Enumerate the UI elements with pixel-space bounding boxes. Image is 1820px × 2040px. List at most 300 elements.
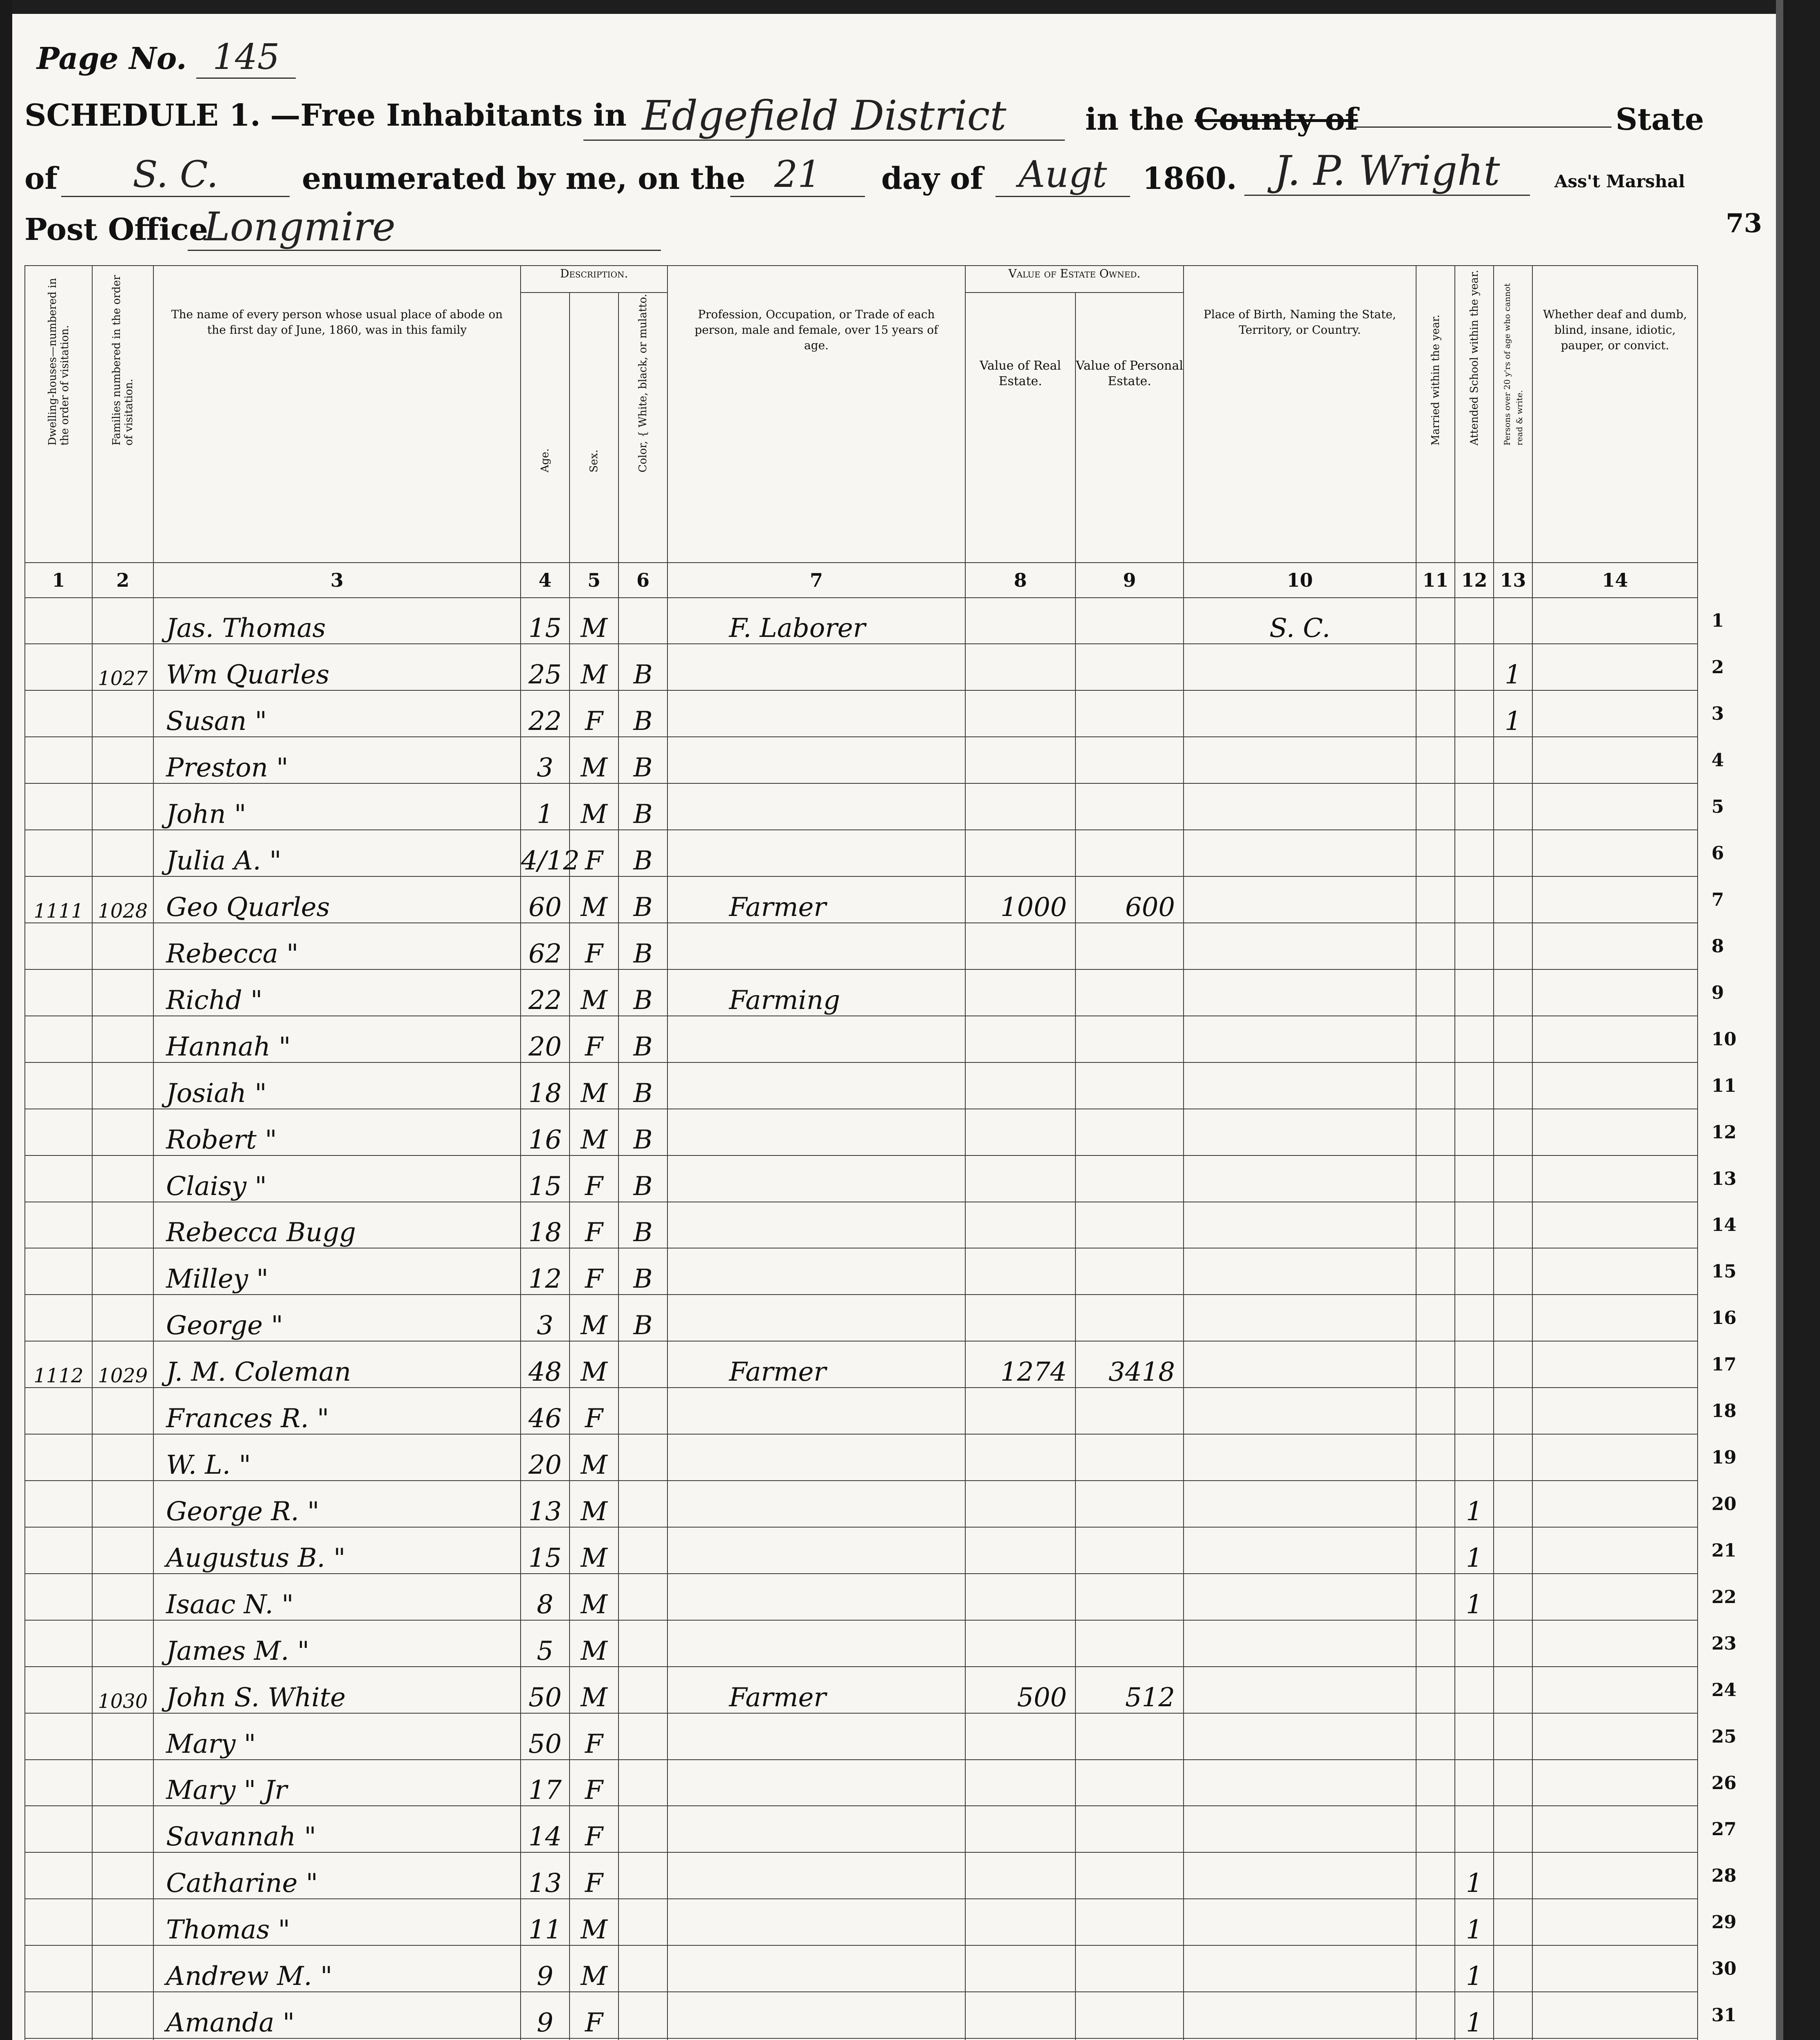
table-row	[25, 1945, 1698, 1992]
line-number: 8	[1711, 936, 1724, 957]
sex-cell: F	[570, 1760, 618, 1806]
married-cell	[1416, 1202, 1455, 1248]
col-1-header: Dwelling-houses—numbered in the order of visitation.	[25, 266, 92, 563]
illiterate-cell	[1494, 1713, 1532, 1760]
illiterate-cell	[1494, 876, 1532, 923]
birthplace-cell	[1184, 1016, 1416, 1062]
sex-cell: F	[570, 1992, 618, 2038]
line-number: 31	[1711, 2005, 1737, 2026]
sex-cell: M	[570, 1945, 618, 1992]
table-row	[25, 1109, 1698, 1155]
table-row	[25, 1852, 1698, 1899]
family-cell	[92, 1806, 153, 1852]
col-3-header: The name of every person whose usual place of abode on the first day of June, 1860, was in this family	[153, 266, 521, 563]
school-cell	[1455, 1388, 1494, 1434]
line-number: 21	[1711, 1540, 1737, 1561]
birthplace-cell	[1184, 1574, 1416, 1620]
age-cell: 14	[521, 1806, 570, 1852]
line-number: 13	[1711, 1168, 1737, 1189]
occupation-cell	[667, 1899, 965, 1945]
married-cell	[1416, 644, 1455, 690]
condition-cell	[1532, 598, 1698, 644]
school-cell	[1455, 2038, 1494, 2040]
married-cell	[1416, 923, 1455, 969]
name-cell: Amanda "	[153, 1992, 521, 2038]
personal-estate-cell	[1075, 2038, 1184, 2040]
sex-cell: F	[570, 1016, 618, 1062]
school-cell	[1455, 783, 1494, 830]
dwelling-cell	[25, 1062, 92, 1109]
school-cell	[1455, 690, 1494, 737]
birthplace-cell	[1184, 1852, 1416, 1899]
dwelling-cell: 1111	[25, 876, 92, 923]
color-cell	[618, 1852, 667, 1899]
personal-estate-cell: 600	[1075, 876, 1184, 923]
real-estate-cell	[965, 1527, 1075, 1574]
state-value: S. C.	[61, 153, 290, 197]
column-number-5: 5	[570, 563, 618, 597]
school-cell: 1	[1455, 1899, 1494, 1945]
line-number: 19	[1711, 1447, 1737, 1468]
line-number: 22	[1711, 1586, 1737, 1608]
personal-estate-cell	[1075, 1992, 1184, 2038]
condition-cell	[1532, 1899, 1698, 1945]
name-cell: Geo Quarles	[153, 876, 521, 923]
real-estate-cell	[965, 1620, 1075, 1667]
family-cell	[92, 737, 153, 783]
married-cell	[1416, 1341, 1455, 1388]
condition-cell	[1532, 1388, 1698, 1434]
column-number-8: 8	[965, 563, 1075, 597]
school-cell	[1455, 1109, 1494, 1155]
condition-cell	[1532, 1155, 1698, 1202]
color-cell: B	[618, 690, 667, 737]
married-cell	[1416, 690, 1455, 737]
name-cell: Hannah "	[153, 1016, 521, 1062]
sex-cell: F	[570, 1155, 618, 1202]
married-cell	[1416, 1992, 1455, 2038]
table-row	[25, 690, 1698, 737]
table-row	[25, 1481, 1698, 1527]
married-cell	[1416, 1062, 1455, 1109]
color-cell	[618, 1434, 667, 1481]
sex-cell: M	[570, 1574, 618, 1620]
col-2-header: Families numbered in the order of visitation.	[92, 266, 153, 563]
sex-cell: M	[570, 1899, 618, 1945]
birthplace-cell	[1184, 690, 1416, 737]
personal-estate-cell	[1075, 1248, 1184, 1295]
real-estate-cell	[965, 1016, 1075, 1062]
name-cell: George "	[153, 1295, 521, 1341]
day-of-label: day of	[881, 161, 983, 196]
family-cell	[92, 1852, 153, 1899]
married-cell	[1416, 1620, 1455, 1667]
sex-cell: F	[570, 830, 618, 876]
illiterate-cell	[1494, 1155, 1532, 1202]
real-estate-cell	[965, 737, 1075, 783]
sex-cell: F	[570, 923, 618, 969]
birthplace-cell	[1184, 923, 1416, 969]
personal-estate-cell	[1075, 690, 1184, 737]
name-cell: Mary "	[153, 1713, 521, 1760]
color-cell: B	[618, 830, 667, 876]
color-cell	[618, 598, 667, 644]
color-cell	[618, 1992, 667, 2038]
col-12-header: Attended School within the year.	[1455, 266, 1494, 563]
occupation-cell	[667, 1945, 965, 1992]
color-cell: B	[618, 1295, 667, 1341]
illiterate-cell	[1494, 830, 1532, 876]
real-estate-cell: 1274	[965, 1341, 1075, 1388]
name-cell: Julia A. "	[153, 830, 521, 876]
census-table	[24, 265, 1698, 2040]
married-cell	[1416, 598, 1455, 644]
condition-cell	[1532, 1852, 1698, 1899]
age-cell: 17	[521, 1760, 570, 1806]
personal-estate-cell	[1075, 598, 1184, 644]
illiterate-cell	[1494, 1806, 1532, 1852]
census-body	[25, 598, 1698, 2040]
real-estate-cell	[965, 969, 1075, 1016]
condition-cell	[1532, 1527, 1698, 1574]
column-number-14: 14	[1532, 563, 1698, 597]
occupation-cell	[667, 830, 965, 876]
real-estate-cell	[965, 1806, 1075, 1852]
line-number: 3	[1711, 703, 1724, 725]
real-estate-cell	[965, 830, 1075, 876]
illiterate-cell	[1494, 1945, 1532, 1992]
real-estate-cell	[965, 1899, 1075, 1945]
family-cell: 1029	[92, 1341, 153, 1388]
age-cell: 15	[521, 1155, 570, 1202]
sex-cell: M	[570, 1295, 618, 1341]
dwelling-cell	[25, 1202, 92, 1248]
age-cell: 20	[521, 1016, 570, 1062]
personal-estate-cell	[1075, 1388, 1184, 1434]
married-cell	[1416, 1760, 1455, 1806]
occupation-cell: Farmer	[667, 1341, 965, 1388]
dwelling-cell	[25, 1109, 92, 1155]
sex-cell: M	[570, 1620, 618, 1667]
col-6-header: Color, { White, black, or mulatto.	[618, 293, 667, 563]
family-cell	[92, 969, 153, 1016]
table-row	[25, 1806, 1698, 1852]
married-cell	[1416, 1667, 1455, 1713]
condition-cell	[1532, 1202, 1698, 1248]
color-cell	[618, 1481, 667, 1527]
name-cell: John "	[153, 783, 521, 830]
name-cell: George R. "	[153, 1481, 521, 1527]
real-estate-cell	[965, 1155, 1075, 1202]
name-cell: Milley "	[153, 1248, 521, 1295]
table-row	[25, 1713, 1698, 1760]
dwelling-cell	[25, 1945, 92, 1992]
age-cell: 15	[521, 1527, 570, 1574]
color-cell	[618, 1574, 667, 1620]
occupation-cell	[667, 783, 965, 830]
table-row	[25, 830, 1698, 876]
age-cell: 22	[521, 690, 570, 737]
family-cell	[92, 2038, 153, 2040]
name-cell: Catharine "	[153, 1852, 521, 1899]
name-cell: Josiah "	[153, 1062, 521, 1109]
color-cell: B	[618, 1016, 667, 1062]
real-estate-cell	[965, 1574, 1075, 1620]
age-cell: 4/12	[521, 830, 570, 876]
family-cell	[92, 783, 153, 830]
illiterate-cell	[1494, 969, 1532, 1016]
personal-estate-cell	[1075, 1574, 1184, 1620]
age-cell: 1	[521, 783, 570, 830]
illiterate-cell	[1494, 923, 1532, 969]
col-9-header: Value of Personal Estate.	[1075, 293, 1184, 563]
page-number-line	[37, 37, 296, 78]
name-cell: James M. "	[153, 1620, 521, 1667]
birthplace-cell	[1184, 1202, 1416, 1248]
table-row	[25, 1574, 1698, 1620]
col-8-header: Value of Real Estate.	[965, 293, 1075, 563]
table-row	[25, 1016, 1698, 1062]
schedule-label: SCHEDULE 1.	[24, 98, 261, 133]
line-number: 7	[1711, 889, 1724, 910]
condition-cell	[1532, 783, 1698, 830]
real-estate-cell	[965, 783, 1075, 830]
age-cell: 50	[521, 1713, 570, 1760]
occupation-cell: Farmer	[667, 876, 965, 923]
scan-border-top	[0, 0, 1820, 14]
table-row	[25, 1760, 1698, 1806]
age-cell: 60	[521, 876, 570, 923]
real-estate-cell	[965, 598, 1075, 644]
dwelling-cell	[25, 1481, 92, 1527]
table-row	[25, 923, 1698, 969]
age-cell: 11	[521, 1899, 570, 1945]
personal-estate-cell	[1075, 1852, 1184, 1899]
dwelling-cell	[25, 1295, 92, 1341]
sheet-number: 73	[1726, 208, 1762, 239]
family-cell	[92, 1899, 153, 1945]
school-cell	[1455, 1667, 1494, 1713]
personal-estate-cell	[1075, 1109, 1184, 1155]
dwelling-cell	[25, 690, 92, 737]
school-cell	[1455, 923, 1494, 969]
dwelling-cell	[25, 737, 92, 783]
line-number: 9	[1711, 982, 1724, 1003]
birthplace-cell	[1184, 1109, 1416, 1155]
line-number: 11	[1711, 1075, 1737, 1096]
schedule-title-line	[24, 98, 627, 133]
personal-estate-cell	[1075, 1620, 1184, 1667]
personal-estate-cell	[1075, 783, 1184, 830]
dwelling-cell	[25, 1992, 92, 2038]
age-cell: 3	[521, 1295, 570, 1341]
in-the-label: in the	[1085, 102, 1184, 137]
page-label: Page No.	[37, 41, 187, 76]
married-cell	[1416, 1806, 1455, 1852]
col-4-header: Age.	[521, 293, 570, 563]
col-5-header: Sex.	[570, 293, 618, 563]
line-number: 14	[1711, 1215, 1737, 1236]
condition-cell	[1532, 1620, 1698, 1667]
column-number-1: 1	[25, 563, 92, 597]
family-cell	[92, 1202, 153, 1248]
sex-cell: M	[570, 1434, 618, 1481]
name-cell: Andrew M. "	[153, 1945, 521, 1992]
birthplace-cell	[1184, 2038, 1416, 2040]
schedule-title: —Free Inhabitants in	[270, 98, 627, 133]
birthplace-cell	[1184, 1388, 1416, 1434]
color-cell	[618, 2038, 667, 2040]
real-estate-cell	[965, 690, 1075, 737]
real-estate-cell: 500	[965, 1667, 1075, 1713]
line-number: 2	[1711, 657, 1724, 678]
sex-cell: M	[570, 1481, 618, 1527]
line-number: 27	[1711, 1819, 1737, 1840]
occupation-cell	[667, 1760, 965, 1806]
day-value: 21	[730, 153, 865, 197]
line-number: 5	[1711, 796, 1724, 818]
family-cell: 1027	[92, 644, 153, 690]
married-cell	[1416, 1434, 1455, 1481]
personal-estate-cell: 3418	[1075, 1341, 1184, 1388]
dwelling-cell	[25, 923, 92, 969]
name-cell: Preston "	[153, 737, 521, 783]
condition-cell	[1532, 1992, 1698, 2038]
family-cell	[92, 1109, 153, 1155]
color-cell	[618, 1806, 667, 1852]
condition-cell	[1532, 1667, 1698, 1713]
illiterate-cell	[1494, 1062, 1532, 1109]
school-cell	[1455, 969, 1494, 1016]
name-cell: Thomas "	[153, 1899, 521, 1945]
line-number: 26	[1711, 1772, 1737, 1794]
personal-estate-cell	[1075, 1899, 1184, 1945]
family-cell	[92, 1295, 153, 1341]
color-cell	[618, 1527, 667, 1574]
personal-estate-cell	[1075, 1062, 1184, 1109]
family-cell	[92, 923, 153, 969]
dwelling-cell	[25, 1667, 92, 1713]
married-cell	[1416, 1016, 1455, 1062]
sex-cell: M	[570, 876, 618, 923]
column-number-3: 3	[153, 563, 521, 597]
school-cell: 1	[1455, 1574, 1494, 1620]
real-estate-cell	[965, 1760, 1075, 1806]
color-cell: B	[618, 1062, 667, 1109]
header-group-row	[25, 266, 1698, 293]
condition-cell	[1532, 1574, 1698, 1620]
birthplace-cell	[1184, 783, 1416, 830]
table-row	[25, 1899, 1698, 1945]
dwelling-cell	[25, 1155, 92, 1202]
family-cell	[92, 1155, 153, 1202]
condition-cell	[1532, 1016, 1698, 1062]
color-cell	[618, 1341, 667, 1388]
school-cell	[1455, 1248, 1494, 1295]
line-number: 20	[1711, 1493, 1737, 1514]
condition-cell	[1532, 1481, 1698, 1527]
name-cell: Richd "	[153, 969, 521, 1016]
family-cell	[92, 690, 153, 737]
age-cell: 50	[521, 1667, 570, 1713]
age-cell: 3	[521, 737, 570, 783]
school-cell	[1455, 1062, 1494, 1109]
scan-shadow-right	[1776, 0, 1783, 2040]
birthplace-cell	[1184, 1341, 1416, 1388]
condition-cell	[1532, 1945, 1698, 1992]
table-row	[25, 1388, 1698, 1434]
line-number: 16	[1711, 1308, 1737, 1329]
table-row	[25, 1434, 1698, 1481]
col-7-header: Profession, Occupation, or Trade of each person, male and female, over 15 years of age.	[667, 266, 965, 563]
line-number: 23	[1711, 1633, 1737, 1654]
sex-cell: M	[570, 1062, 618, 1109]
real-estate-cell	[965, 1248, 1075, 1295]
color-cell	[618, 1667, 667, 1713]
school-cell	[1455, 1434, 1494, 1481]
personal-estate-cell	[1075, 1713, 1184, 1760]
illiterate-cell	[1494, 1992, 1532, 2038]
school-cell	[1455, 1806, 1494, 1852]
school-cell	[1455, 1341, 1494, 1388]
illiterate-cell	[1494, 598, 1532, 644]
sex-cell: F	[570, 690, 618, 737]
table-row	[25, 1620, 1698, 1667]
married-cell	[1416, 876, 1455, 923]
school-cell	[1455, 644, 1494, 690]
married-cell	[1416, 783, 1455, 830]
table-row	[25, 1248, 1698, 1295]
occupation-cell	[667, 1434, 965, 1481]
condition-cell	[1532, 1062, 1698, 1109]
age-cell: 62	[521, 923, 570, 969]
table-row	[25, 1202, 1698, 1248]
condition-cell	[1532, 1434, 1698, 1481]
married-cell	[1416, 1527, 1455, 1574]
line-number: 10	[1711, 1029, 1737, 1050]
condition-cell	[1532, 830, 1698, 876]
name-cell: Wm Quarles	[153, 644, 521, 690]
color-cell	[618, 1760, 667, 1806]
family-cell	[92, 598, 153, 644]
sex-cell: F	[570, 1248, 618, 1295]
table-row	[25, 1341, 1698, 1388]
condition-cell	[1532, 1713, 1698, 1760]
table-row	[25, 1155, 1698, 1202]
sex-cell: F	[570, 1852, 618, 1899]
illiterate-cell	[1494, 1760, 1532, 1806]
school-cell	[1455, 1713, 1494, 1760]
family-cell	[92, 1388, 153, 1434]
col-10-header: Place of Birth, Naming the State, Territory, or Country.	[1184, 266, 1416, 563]
occupation-cell	[667, 644, 965, 690]
birthplace-cell: S. C.	[1184, 598, 1416, 644]
condition-cell	[1532, 969, 1698, 1016]
age-cell: 13	[521, 1481, 570, 1527]
color-cell: B	[618, 1248, 667, 1295]
column-number-9: 9	[1075, 563, 1184, 597]
color-cell	[618, 1620, 667, 1667]
table-row	[25, 644, 1698, 690]
sex-cell: M	[570, 783, 618, 830]
married-cell	[1416, 1713, 1455, 1760]
name-cell: Isaac N. "	[153, 1574, 521, 1620]
name-cell: W. L. "	[153, 1434, 521, 1481]
occupation-cell	[667, 1295, 965, 1341]
dwelling-cell	[25, 1527, 92, 1574]
county-label-group	[1085, 102, 1358, 137]
dwelling-cell	[25, 644, 92, 690]
